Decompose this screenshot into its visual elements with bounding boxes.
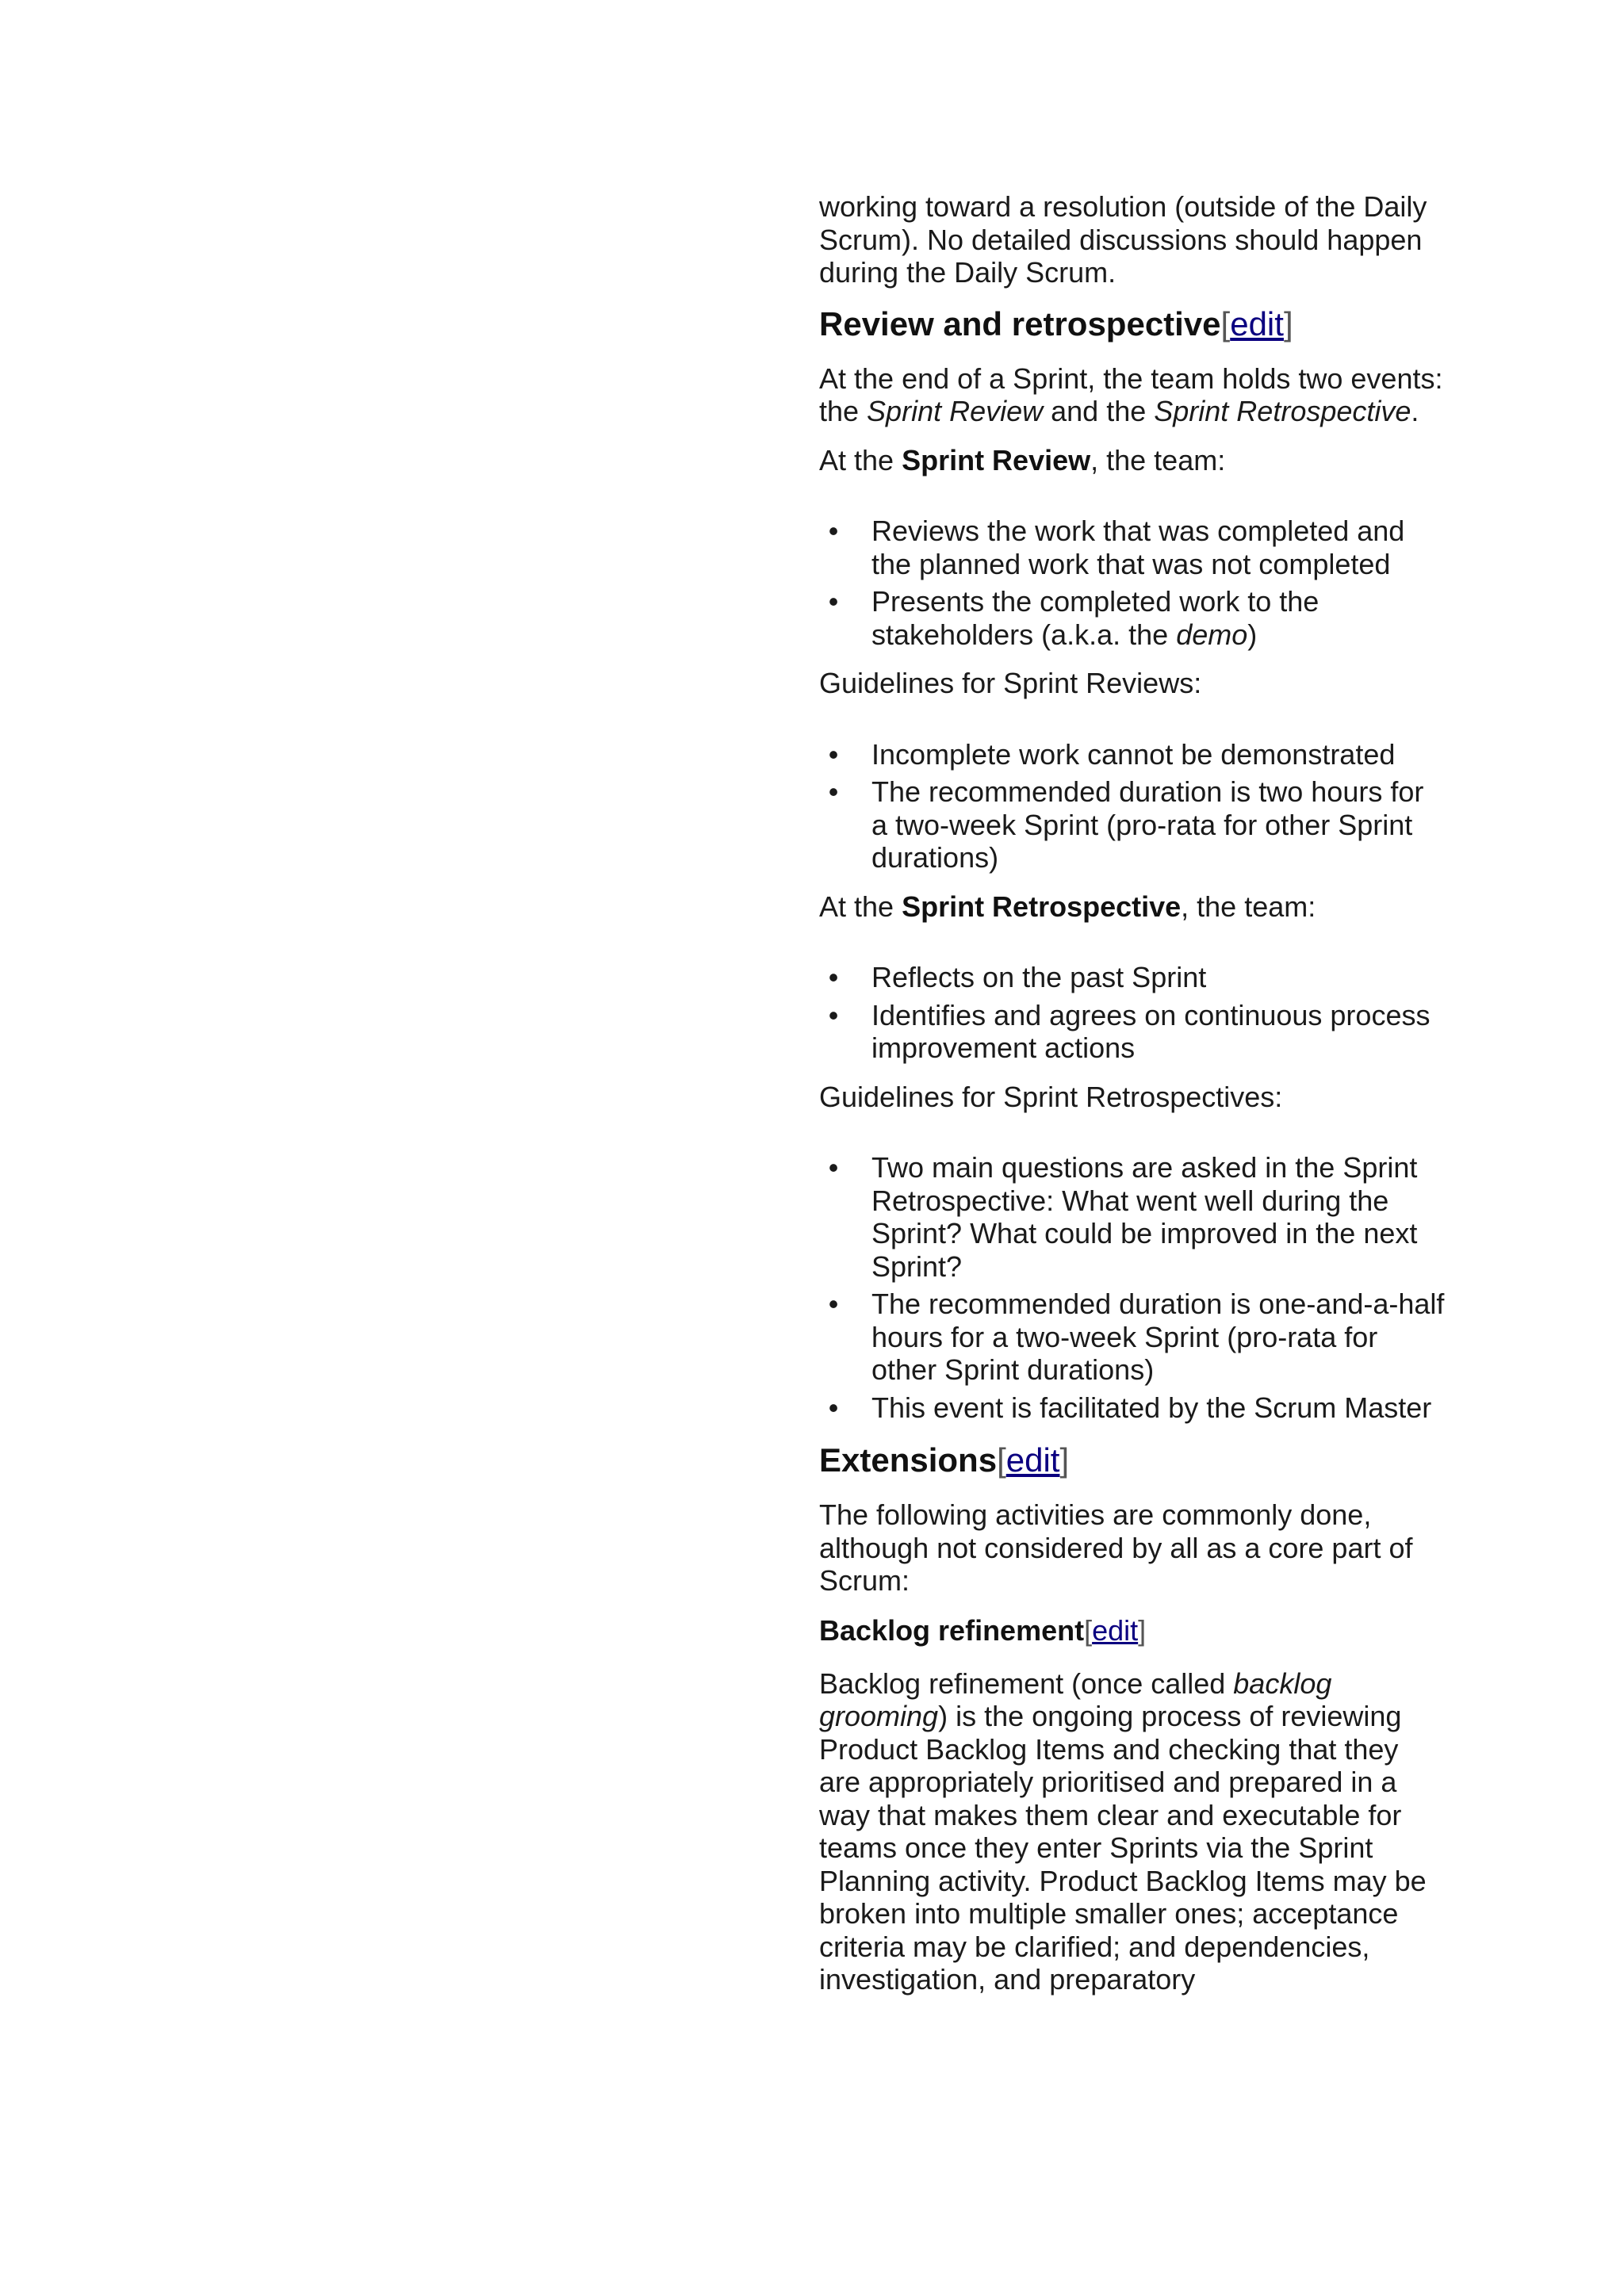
edit-bracket-close: ]	[1283, 304, 1293, 342]
review-intro-paragraph	[819, 362, 1446, 428]
list-item	[819, 515, 1446, 580]
text-run: , the team:	[1181, 890, 1316, 923]
sprint-retrospective-list	[819, 961, 1446, 1065]
text-run: .	[1411, 395, 1419, 427]
text-run: At the end of a Sprint, the team holds two events: the	[819, 362, 1443, 427]
sprint-review-list	[819, 515, 1446, 651]
list-item-text: Reviews the work that was completed and the planned work that was not completed	[871, 515, 1405, 580]
article-column	[819, 190, 1446, 2012]
edit-link-review[interactable]: edit	[1230, 304, 1284, 342]
bullet-icon: •	[828, 585, 839, 618]
list-item	[819, 585, 1446, 651]
text-run: , the team:	[1090, 443, 1226, 476]
heading-review-text: Review and retrospective	[819, 304, 1221, 342]
backlog-refinement-paragraph	[819, 1667, 1446, 1996]
edit-bracket-open: [	[997, 1441, 1006, 1479]
edit-bracket-open: [	[1084, 1613, 1093, 1647]
list-item	[819, 1391, 1446, 1425]
edit-link-extensions[interactable]: edit	[1005, 1441, 1060, 1479]
heading-review-and-retrospective	[819, 304, 1446, 345]
intro-paragraph: working toward a resolution (outside of the Daily Scrum). No detailed discussions should happen during the Daily Scrum.	[819, 190, 1427, 289]
heading-backlog-text: Backlog refinement	[819, 1613, 1085, 1647]
retro-guidelines-list	[819, 1151, 1446, 1424]
bullet-icon: •	[828, 961, 839, 993]
backlog-grooming-term: backlog grooming	[819, 1667, 1332, 1732]
bullet-icon: •	[828, 1391, 839, 1424]
bullet-icon: •	[828, 515, 839, 547]
review-guidelines-list	[819, 738, 1446, 874]
list-item-text: Identifies and agrees on continuous process improvement actions	[871, 998, 1431, 1064]
heading-extensions	[819, 1440, 1446, 1481]
extensions-intro-paragraph: The following activities are commonly done, although not considered by all as a core part of Scrum:	[819, 1498, 1413, 1597]
bullet-icon: •	[828, 775, 839, 808]
list-item-text: Reflects on the past Sprint	[871, 961, 1207, 993]
retro-guidelines-label: Guidelines for Sprint Retrospectives:	[819, 1080, 1283, 1113]
list-item	[819, 775, 1446, 874]
list-item-text: This event is facilitated by the Scrum Master	[871, 1391, 1432, 1424]
bullet-icon: •	[828, 998, 839, 1031]
sprint-review-lead	[819, 444, 1446, 477]
bullet-icon: •	[828, 1151, 839, 1184]
edit-bracket-close: ]	[1138, 1613, 1147, 1647]
review-guidelines-label: Guidelines for Sprint Reviews:	[819, 667, 1202, 699]
list-item-text: The recommended duration is one-and-a-half hours for a two-week Sprint (pro-rata for other Sprint durations)	[871, 1288, 1445, 1386]
sprint-review-bold: Sprint Review	[902, 443, 1091, 476]
demo-term: demo	[1176, 618, 1248, 651]
bullet-icon: •	[828, 737, 839, 771]
list-item-text: Incomplete work cannot be demonstrated	[871, 737, 1396, 771]
text-run: Backlog refinement (once called	[819, 1667, 1234, 1700]
sprint-review-term: Sprint Review	[867, 395, 1044, 427]
list-item	[819, 738, 1446, 771]
heading-extensions-text: Extensions	[819, 1441, 998, 1479]
edit-bracket-close: ]	[1059, 1441, 1070, 1479]
heading-backlog-refinement	[819, 1613, 1446, 1648]
list-item	[819, 1288, 1446, 1387]
text-run: At the	[819, 443, 902, 476]
text-run: and the	[1043, 395, 1155, 427]
list-item-text: The recommended duration is two hours for a two-week Sprint (pro-rata for other Sprint durations)	[871, 775, 1424, 874]
bullet-icon: •	[828, 1288, 839, 1320]
edit-link-backlog[interactable]: edit	[1092, 1613, 1139, 1647]
list-item	[819, 999, 1446, 1065]
sprint-retrospective-lead	[819, 890, 1446, 924]
list-item	[819, 1151, 1446, 1283]
sprint-retrospective-bold: Sprint Retrospective	[902, 890, 1182, 923]
text-run: At the	[819, 890, 902, 923]
list-item-text: Two main questions are asked in the Sprint Retrospective: What went well during the Sprint? What could be improved in the next Sprint?	[871, 1151, 1418, 1283]
edit-bracket-open: [	[1220, 304, 1231, 342]
text-run: ) is the ongoing process of reviewing Product Backlog Items and checking that they are appropriately prioritised and prepared in a way that makes them clear and executable for teams once they enter Sprints via the Sprint Planning activity. Product Backlog Items may be broken into multiple smaller ones; acceptance criteria may be clarified; and dependencies, investigation, and preparatory	[819, 1700, 1427, 1996]
list-item-text: Presents the completed work to the stakeholders (a.k.a. the	[871, 585, 1320, 651]
list-item-text: )	[1247, 618, 1258, 651]
list-item	[819, 961, 1446, 994]
sprint-retrospective-term: Sprint Retrospective	[1154, 395, 1411, 427]
